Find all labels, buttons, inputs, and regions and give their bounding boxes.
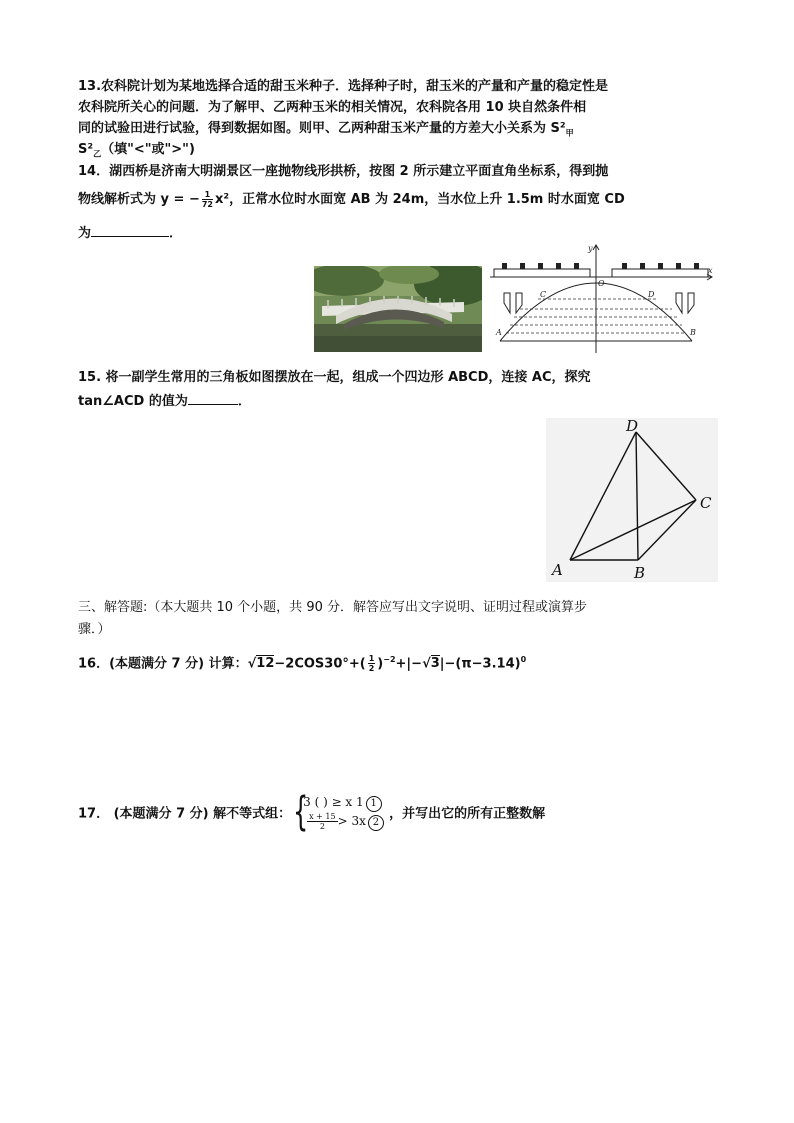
q16-part5: |−(π−3.14)	[439, 656, 521, 672]
q16-exp-neg2: −2	[383, 655, 396, 664]
q17-prefix: 17． (本题满分 7 分) 解不等式组：	[78, 806, 292, 822]
q17-suffix: ，并写出它的所有正整数解	[389, 806, 546, 822]
q15-line-1: 15. 将一副学生常用的三角板如图摆放在一起，组成一个四边形 ABCD，连接 AC，探究	[78, 370, 591, 385]
q13-line-3-text: 同的试验田进行试验，得到数据如图。则甲、乙两种甜玉米产量的方差大小关系为 S²	[78, 121, 566, 136]
q15-line-2	[78, 390, 251, 412]
q14-fraction	[202, 190, 213, 209]
q15-period: ．	[237, 394, 251, 409]
diagram-label-y: y	[588, 244, 593, 253]
quadrilateral-diagram	[546, 418, 718, 582]
q16-line	[78, 650, 526, 674]
bridge-diagram	[490, 243, 718, 353]
q17-row-2	[307, 812, 384, 831]
q13-fill-hint: （填"<"或">")	[101, 142, 195, 157]
triangle-label-d: D	[626, 418, 639, 435]
q13-sub-yi: 乙	[93, 149, 102, 159]
q16-half-fraction	[368, 654, 376, 673]
q16-sqrt12: 12	[256, 656, 275, 672]
q13-line-1: 13.农科院计划为某地选择合适的甜玉米种子．选择种子时，甜玉米的产量和产量的稳定性是	[78, 79, 609, 94]
q16-part3: )	[377, 656, 384, 672]
triangle-label-a: A	[552, 561, 563, 579]
bridge-photo	[314, 266, 482, 352]
q17-row1-text: 3 ( ) ≥ x 1	[303, 795, 364, 809]
q17-row2-fraction	[307, 812, 337, 831]
q13-sub-jia: 甲	[565, 128, 574, 138]
q13-line-2: 农科院所关心的问题．为了解甲、乙两种玉米的相关情况，农科院各用 10 块自然条件相	[78, 100, 587, 115]
q16-half-num: 1	[368, 654, 375, 664]
q14-frac-num: 1	[202, 190, 213, 200]
diagram-label-a: A	[496, 328, 502, 337]
q17-mark-1: 1	[366, 796, 382, 812]
q14-line-3	[78, 222, 182, 244]
q17-brace: {	[293, 789, 309, 835]
section3-line-1: 三、解答题:（本大题共 10 个小题，共 90 分．解答应写出文字说明、证明过程或演算步	[78, 600, 587, 615]
q13-s2: S²	[78, 142, 94, 157]
diagram-label-c: C	[540, 290, 547, 299]
q17-mark-2: 2	[368, 815, 384, 831]
q16-part4: +|−	[395, 656, 423, 672]
q16-sqrt3: 3	[430, 656, 440, 672]
triangle-label-c: C	[700, 494, 712, 512]
q17-row2-num: x + 15	[309, 812, 336, 821]
q15-answer-blank[interactable]	[188, 390, 238, 405]
q16-prefix: 16．(本题满分 7 分) 计算：	[78, 656, 248, 672]
q16-exp0: 0	[520, 655, 527, 664]
diagram-label-b: B	[690, 328, 696, 337]
q17-row-1	[303, 794, 382, 812]
q14-line-2	[78, 190, 625, 210]
q16-part2: −2COS30°+(	[274, 656, 366, 672]
q14-formula-rest: x²，正常水位时水面宽 AB 为 24m，当水位上升 1.5m 时水面宽 CD	[214, 192, 625, 207]
q17-line	[78, 789, 546, 837]
q17-inequality-system	[293, 789, 389, 836]
q14-frac-den: 72	[201, 200, 213, 209]
q16-half-den: 2	[368, 664, 375, 674]
q16-sqrt-sign: √	[247, 656, 257, 672]
q14-answer-blank[interactable]	[91, 222, 169, 237]
diagram-label-x: x	[708, 266, 713, 275]
q14-formula-prefix: 物线解析式为 y = −	[78, 192, 200, 207]
q14-period: ．	[169, 226, 183, 241]
diagram-label-o: O	[598, 279, 605, 288]
triangle-label-b: B	[634, 564, 646, 582]
q17-row2-den: 2	[319, 822, 325, 831]
q14-wei: 为	[78, 226, 92, 241]
section3-line-2: 骤．）	[78, 622, 111, 637]
q15-tan-text: tan∠ACD 的值为	[78, 394, 188, 409]
q17-row2-rest: > 3x	[337, 814, 366, 828]
q13-line-4	[78, 140, 195, 165]
diagram-label-d: D	[648, 290, 655, 299]
q16-sqrt3-sign: √	[422, 656, 431, 672]
q14-line-1: 14．湖西桥是济南大明湖景区一座抛物线形拱桥，按图 2 所示建立平面直角坐标系，得到抛	[78, 164, 609, 179]
